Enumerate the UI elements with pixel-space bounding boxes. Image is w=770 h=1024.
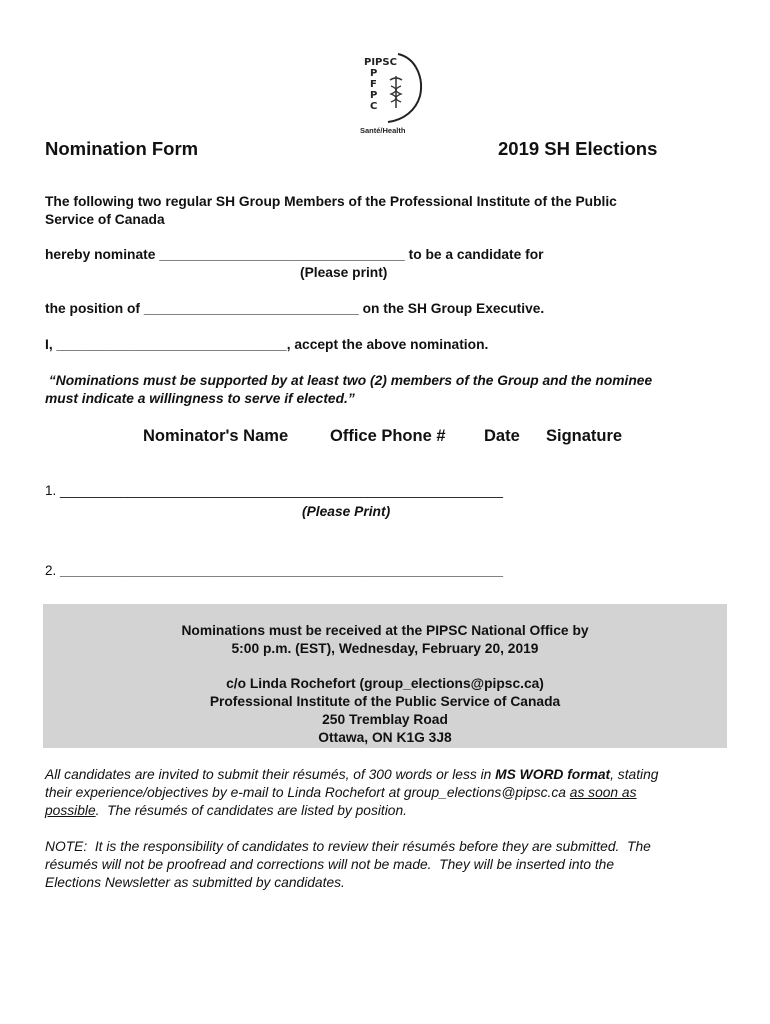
- election-title: 2019 SH Elections: [498, 138, 658, 159]
- note-line-2: résumés will not be proofread and corrections will not be made. They will be inserted into the: [45, 857, 615, 872]
- please-print-row-hint: (Please Print): [302, 504, 391, 519]
- accept-line: [45, 336, 488, 354]
- nominator-row-1: [45, 483, 503, 498]
- resume-text-b: , stating: [610, 767, 659, 782]
- column-office-phone: Office Phone #: [330, 427, 446, 445]
- notice-line-5: 250 Tremblay Road: [322, 712, 448, 727]
- form-title: Nomination Form: [45, 138, 199, 159]
- logo-letter-f: F: [370, 79, 377, 90]
- notice-line-2: 5:00 p.m. (EST), Wednesday, February 20, 2019: [231, 641, 539, 656]
- resume-line-3: [45, 802, 407, 820]
- notice-line-6: Ottawa, ON K1G 3J8: [318, 730, 452, 745]
- nominate-suffix: to be a candidate for: [404, 247, 544, 262]
- quote-line-2: must indicate a willingness to serve if elected.”: [45, 391, 355, 406]
- logo-letter-p2: P: [370, 90, 378, 101]
- resume-line-1: [45, 766, 658, 784]
- position-suffix: on the SH Group Executive.: [358, 301, 545, 316]
- resume-line-2-text: their experience/objectives by e-mail to Linda Rochefort at group_elections@pipsc.ca: [45, 785, 570, 800]
- logo-letter-p: P: [370, 68, 378, 79]
- position-line: [45, 300, 544, 318]
- caduceus-icon: [386, 74, 406, 110]
- column-nominator-name: Nominator's Name: [143, 427, 289, 445]
- notice-line-3: c/o Linda Rochefort (group_elections@pipsc.ca): [226, 676, 544, 691]
- logo-subtitle: Santé/Health: [360, 126, 406, 135]
- note-line-3: Elections Newsletter as submitted by candidates.: [45, 875, 345, 890]
- accept-suffix: , accept the above nomination.: [286, 337, 489, 352]
- please-print-hint: (Please print): [300, 265, 388, 280]
- accept-name-blank[interactable]: ______________________________: [56, 337, 287, 352]
- column-signature: Signature: [546, 427, 623, 445]
- pipsc-health-logo: [358, 48, 428, 136]
- resume-line-3-text: . The résumés of candidates are listed by position.: [95, 803, 407, 818]
- logo-letter-c: C: [370, 101, 378, 112]
- nominator-row-2: [45, 563, 503, 578]
- row-1-line[interactable]: ___________________________________________________________: [60, 483, 504, 498]
- ms-word-format: MS WORD format: [495, 767, 611, 782]
- notice-line-4: Professional Institute of the Public Service of Canada: [209, 694, 561, 709]
- row-2-line[interactable]: ___________________________________________________________: [60, 563, 504, 578]
- logo-letters-pipsc: PIPSC: [364, 57, 397, 68]
- as-soon-as-underlined: as soon as: [569, 785, 637, 800]
- nominee-name-blank[interactable]: ________________________________: [159, 247, 405, 262]
- intro-line-1: The following two regular SH Group Members of the Professional Institute of the Public: [45, 194, 617, 209]
- intro-line-2: Service of Canada: [45, 212, 165, 227]
- position-blank[interactable]: ____________________________: [143, 301, 359, 316]
- row-2-number: 2.: [45, 563, 57, 578]
- notice-line-1: Nominations must be received at the PIPSC National Office by: [181, 623, 589, 638]
- possible-underlined: possible: [45, 803, 96, 818]
- column-date: Date: [484, 427, 520, 445]
- position-prefix: the position of: [45, 301, 144, 316]
- accept-prefix: I,: [45, 337, 57, 352]
- resume-line-2: [45, 784, 637, 802]
- quote-line-1: “Nominations must be supported by at least two (2) members of the Group and the nominee: [45, 373, 653, 388]
- row-1-number: 1.: [45, 483, 57, 498]
- nominate-line: [45, 246, 544, 264]
- submission-notice-box: [43, 604, 727, 748]
- note-line-1: NOTE: It is the responsibility of candidates to review their résumés before they are submitted. The: [45, 839, 651, 854]
- resume-text-a: All candidates are invited to submit their résumés, of 300 words or less in: [45, 767, 496, 782]
- nominate-prefix: hereby nominate: [45, 247, 160, 262]
